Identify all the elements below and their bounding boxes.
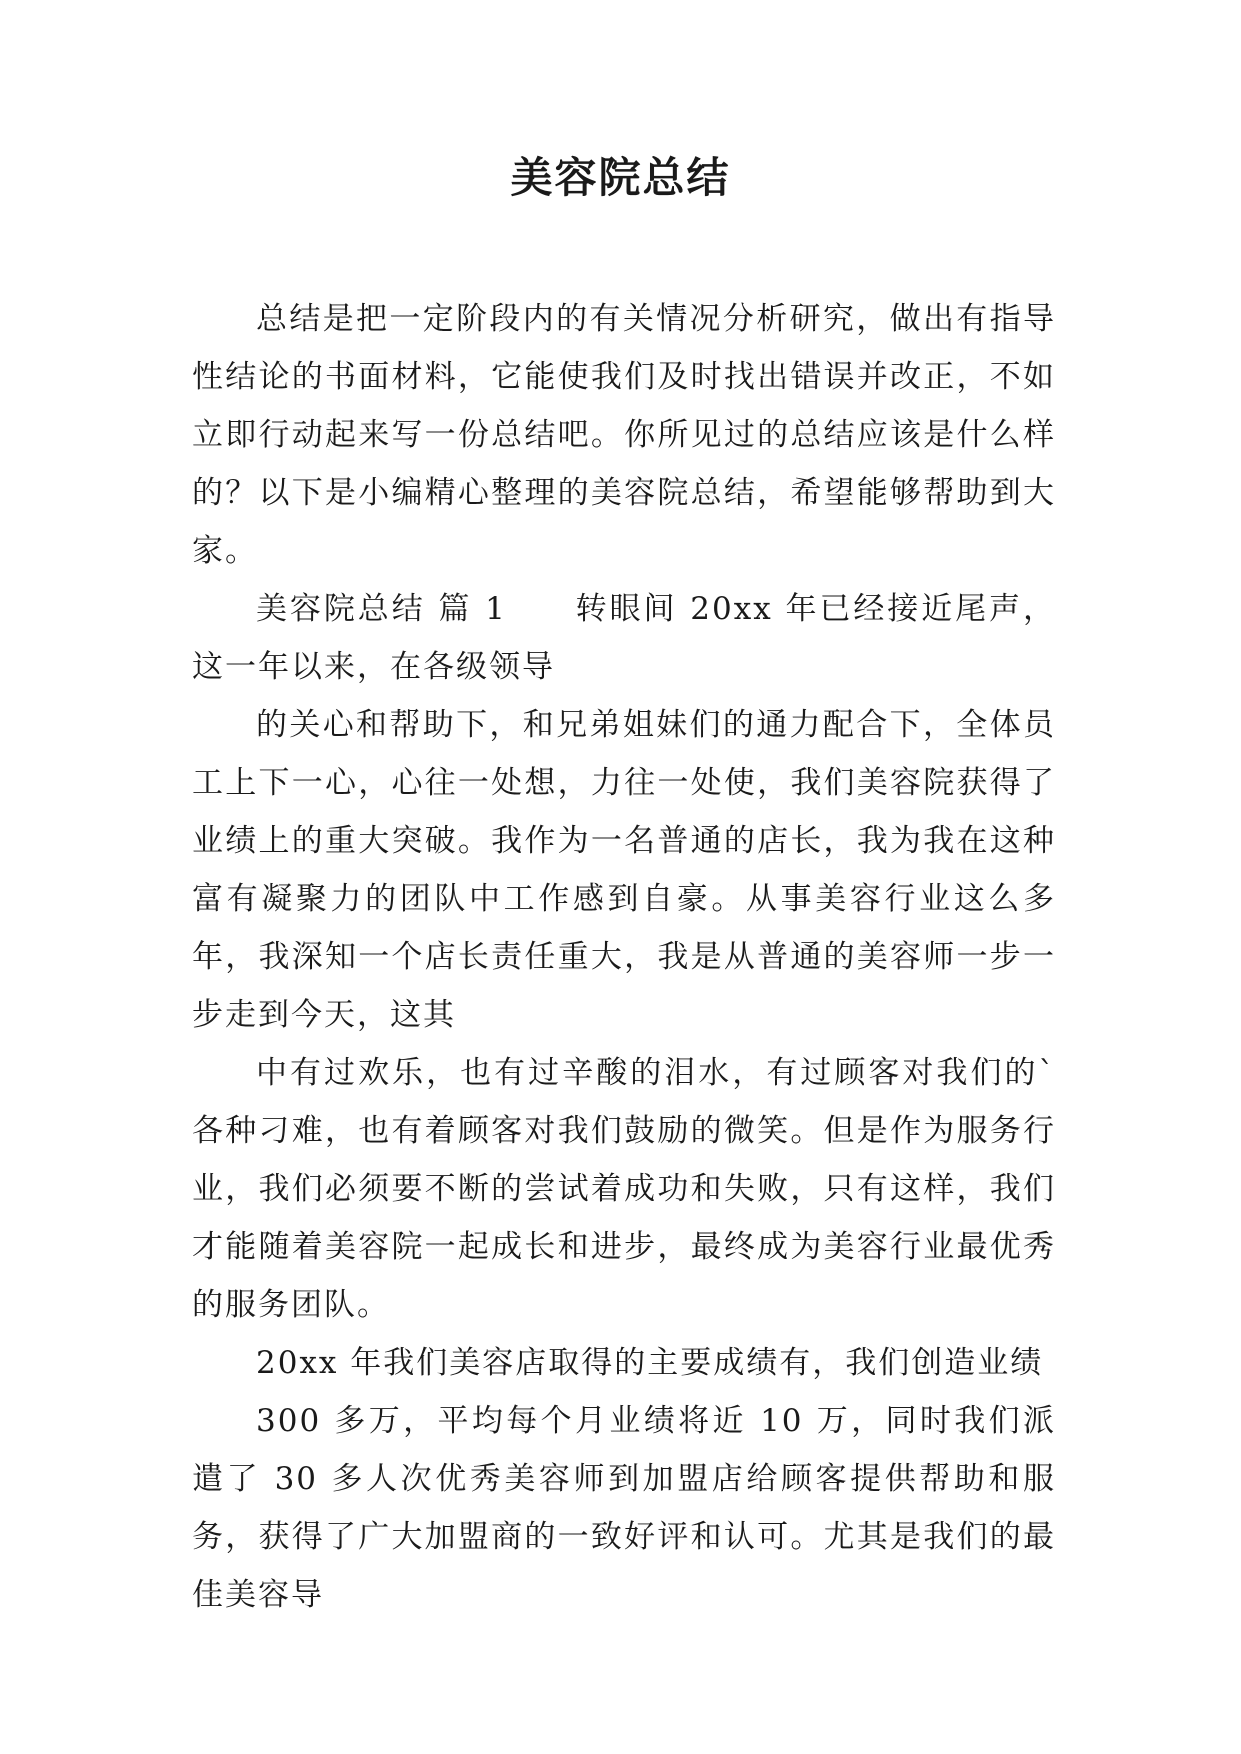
- page-title: 美容院总结: [510, 153, 731, 202]
- paragraph-body-2: 中有过欢乐，也有过辛酸的泪水，有过顾客对我们的`各种刁难，也有着顾客对我们鼓励的微笑。但是作为服务行业，我们必须要不断的尝试着成功和失败，只有这样，我们才能随着美容院一起成长和进步，最终成为美容行业最优秀的服务团队。: [192, 1055, 1056, 1323]
- paragraph-section-heading: 美容院总结 篇 1 转眼间 20xx 年已经接近尾声，这一年以来，在各级领导: [192, 591, 1056, 685]
- paragraph-body-3: 20xx 年我们美容店取得的主要成绩有，我们创造业绩: [256, 1345, 1044, 1381]
- paragraph-body-4: 300 多万，平均每个月业绩将近 10 万，同时我们派遣了 30 多人次优秀美容师到加盟店给顾客提供帮助和服务，获得了广大加盟商的一致好评和认可。尤其是我们的最佳美容导: [192, 1403, 1056, 1613]
- document-body: [192, 290, 1056, 1624]
- paragraph-intro: 总结是把一定阶段内的有关情况分析研究，做出有指导性结论的书面材料，它能使我们及时找出错误并改正，不如立即行动起来写一份总结吧。你所见过的总结应该是什么样的？以下是小编精心整理的美容院总结，希望能够帮助到大家。: [192, 301, 1056, 569]
- paragraph-body-1: 的关心和帮助下，和兄弟姐妹们的通力配合下，全体员工上下一心，心往一处想，力往一处使，我们美容院获得了业绩上的重大突破。我作为一名普通的店长，我为我在这种富有凝聚力的团队中工作感到自豪。从事美容行业这么多年，我深知一个店长责任重大，我是从普通的美容师一步一步走到今天，这其: [192, 707, 1056, 1033]
